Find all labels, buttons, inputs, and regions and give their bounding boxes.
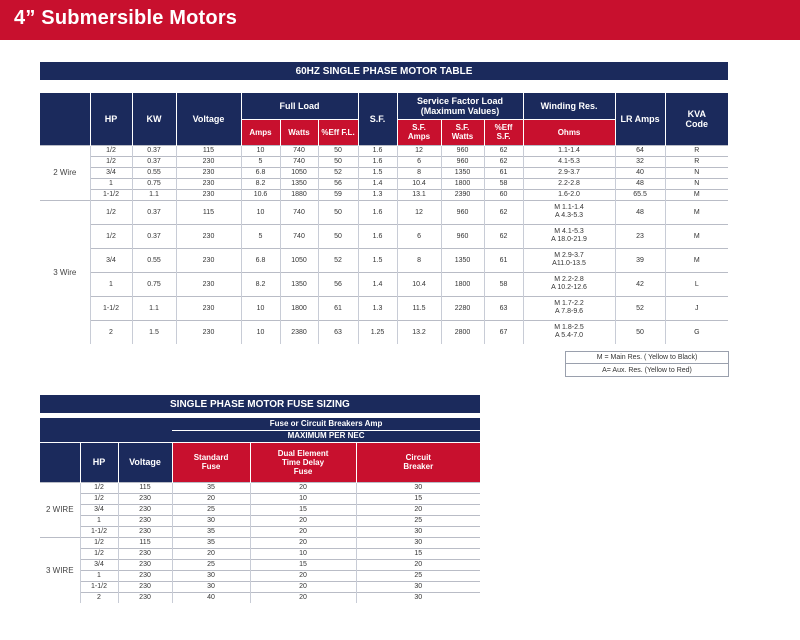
motor-table [40,93,728,344]
cell-kva: M [665,224,728,248]
cell-sf: 1.4 [358,272,397,296]
cell-kva: R [665,145,728,156]
sf-load-line2: (Maximum Values) [420,105,500,116]
cell-hp: 2 [90,320,132,344]
cell-sf-watts: 2800 [441,320,484,344]
cell-hp: 2 [80,592,118,603]
ohms-main: M 2.2-2.8 [554,276,584,283]
ohms-main: M 1.1-1.4 [554,204,584,211]
cell-sf-amps: 12 [397,200,441,224]
cell-lr-amps: 50 [615,320,665,344]
fuse-header-fuse-or-cb: Fuse or Circuit Breakers Amp [172,418,480,430]
cell-standard: 25 [172,504,250,515]
col-full-load: Full Load [241,93,358,119]
cell-amps: 8.2 [241,178,280,189]
cell-breaker: 25 [356,570,480,581]
cell-sf: 1.5 [358,248,397,272]
cell-standard: 20 [172,493,250,504]
cell-eff: 56 [318,178,358,189]
ohms-main: M 2.9-3.7 [554,252,584,259]
cell-watts: 740 [280,145,318,156]
dual-line2: Time Delay [281,457,325,467]
cell-ohms: 2.9-3.7 [523,167,615,178]
col-sf-amps [397,119,441,145]
cell-kva: J [665,296,728,320]
cell-sf-watts: 1800 [441,178,484,189]
cell-dual: 20 [250,482,356,493]
page-title: 4” Submersible Motors [14,7,238,29]
cell-sf: 1.3 [358,189,397,200]
cell-voltage: 230 [176,320,241,344]
cell-kw: 0.37 [132,224,176,248]
table-row [40,248,728,272]
cell-eff: 52 [318,167,358,178]
dual-line3: Fuse [293,466,313,476]
cell-dual: 20 [250,581,356,592]
cell-watts: 1050 [280,248,318,272]
table-row [40,189,728,200]
cell-sf-watts: 1800 [441,272,484,296]
cell-sf: 1.6 [358,224,397,248]
cell-voltage: 230 [118,515,172,526]
cell-amps: 5 [241,156,280,167]
cell-eff: 56 [318,272,358,296]
cb-line1: Circuit [405,453,431,462]
cell-hp: 1-1/2 [80,526,118,537]
cell-hp: 1-1/2 [90,296,132,320]
page-header [0,0,800,40]
cell-ohms: 1.1-1.4 [523,145,615,156]
cell-eff: 50 [318,145,358,156]
cell-eff: 50 [318,156,358,167]
col-sf-load [397,93,523,119]
motor-table-title: 60HZ SINGLE PHASE MOTOR TABLE [40,62,728,80]
ohms-aux: A11.0-13.5 [552,260,586,267]
cell-kw: 0.75 [132,272,176,296]
cell-amps: 6.8 [241,167,280,178]
cell-hp: 1 [80,515,118,526]
col-winding: Winding Res. [523,93,615,119]
cell-sf-amps: 12 [397,145,441,156]
cell-standard: 30 [172,570,250,581]
table-row [40,559,480,570]
col-amps: Amps [241,119,280,145]
corner-cell [40,93,90,145]
cell-watts: 740 [280,156,318,167]
cell-hp: 3/4 [90,167,132,178]
cell-sf-watts: 960 [441,145,484,156]
cb-line2: Breaker [403,462,434,471]
ohms-aux: A 4.3-5.3 [555,212,584,219]
cell-voltage: 230 [176,178,241,189]
cell-ohms: 4.1-5.3 [523,156,615,167]
cell-sf-eff: 63 [484,296,523,320]
ohms-main: M 4.1-5.3 [554,228,584,235]
cell-kva: N [665,167,728,178]
cell-hp: 3/4 [80,504,118,515]
cell-voltage: 230 [176,224,241,248]
cell-watts: 1350 [280,272,318,296]
cell-standard: 30 [172,515,250,526]
cell-lr-amps: 65.5 [615,189,665,200]
cell-kva: N [665,178,728,189]
cell-sf-watts: 960 [441,224,484,248]
col-kva [665,93,728,145]
col-hp: HP [90,93,132,145]
cell-kw: 0.37 [132,145,176,156]
table-row [40,145,728,156]
cell-hp: 1 [80,570,118,581]
cell-standard: 30 [172,581,250,592]
cell-voltage: 230 [118,570,172,581]
note-main-res: M = Main Res. ( Yellow to Black) [565,351,729,364]
cell-voltage: 230 [118,559,172,570]
cell-ohms [523,248,615,272]
cell-kva: M [665,200,728,224]
cell-hp: 1 [90,178,132,189]
cell-sf: 1.6 [358,156,397,167]
cell-hp: 1/2 [80,482,118,493]
cell-hp: 1/2 [90,200,132,224]
cell-hp: 1-1/2 [80,581,118,592]
cell-voltage: 230 [176,248,241,272]
table-row [40,493,480,504]
cell-watts: 1880 [280,189,318,200]
col-lr-amps: LR Amps [615,93,665,145]
fuse-header-max-nec: MAXIMUM PER NEC [172,430,480,442]
cell-sf: 1.6 [358,145,397,156]
cell-kw: 1.1 [132,189,176,200]
cell-watts: 2380 [280,320,318,344]
col-watts: Watts [280,119,318,145]
cell-sf-eff: 60 [484,189,523,200]
cell-ohms [523,320,615,344]
ohms-aux: A 18.0-21.9 [551,236,587,243]
col-sf-watts [441,119,484,145]
cell-sf-amps: 8 [397,167,441,178]
table-row [40,504,480,515]
cell-breaker: 15 [356,493,480,504]
cell-hp: 1/2 [90,156,132,167]
table-row [40,272,728,296]
col-sf-eff [484,119,523,145]
cell-sf-eff: 62 [484,145,523,156]
cell-eff: 52 [318,248,358,272]
table-row [40,320,728,344]
sf-watts-line2: Watts [451,132,474,141]
cell-amps: 10 [241,320,280,344]
cell-hp: 1/2 [90,145,132,156]
cell-standard: 35 [172,537,250,548]
cell-eff: 63 [318,320,358,344]
fuse-col-breaker [356,442,480,482]
sf-eff-line2: S.F. [496,132,511,141]
cell-dual: 20 [250,515,356,526]
cell-lr-amps: 42 [615,272,665,296]
cell-sf-eff: 67 [484,320,523,344]
cell-sf-eff: 61 [484,248,523,272]
cell-kva: G [665,320,728,344]
sf-load-line1: Service Factor Load [417,95,504,106]
fuse-col-standard [172,442,250,482]
cell-dual: 10 [250,493,356,504]
cell-sf-amps: 6 [397,224,441,248]
cell-kw: 0.55 [132,248,176,272]
table-row [40,570,480,581]
cell-kva: M [665,189,728,200]
cell-ohms [523,224,615,248]
col-kw: KW [132,93,176,145]
cell-sf-amps: 13.2 [397,320,441,344]
sf-amps-line1: S.F. [412,123,426,132]
fuse-table-body [40,482,480,603]
cell-dual: 20 [250,592,356,603]
cell-standard: 35 [172,526,250,537]
cell-amps: 10.6 [241,189,280,200]
cell-voltage: 115 [176,145,241,156]
ohms-aux: A 5.4-7.0 [555,332,584,340]
col-sf: S.F. [358,93,397,145]
table-row [40,200,728,224]
cell-eff: 50 [318,224,358,248]
cell-eff: 50 [318,200,358,224]
fuse-col-dual [250,442,356,482]
cell-ohms: 1.6-2.0 [523,189,615,200]
cell-dual: 20 [250,526,356,537]
cell-lr-amps: 32 [615,156,665,167]
table-row [40,156,728,167]
cell-breaker: 30 [356,581,480,592]
cell-breaker: 30 [356,526,480,537]
cell-sf-watts: 960 [441,200,484,224]
cell-voltage: 230 [176,167,241,178]
cell-voltage: 115 [118,537,172,548]
sf-amps-line2: Amps [407,132,431,141]
cell-standard: 40 [172,592,250,603]
cell-voltage: 230 [118,504,172,515]
cell-kw: 0.75 [132,178,176,189]
cell-kw: 0.37 [132,200,176,224]
cell-watts: 740 [280,224,318,248]
table-row [40,592,480,603]
cell-hp: 1/2 [80,548,118,559]
cell-standard: 20 [172,548,250,559]
cell-ohms [523,272,615,296]
cell-sf-amps: 10.4 [397,272,441,296]
cell-kva: R [665,156,728,167]
note-aux-res: A= Aux. Res. (Yellow to Red) [565,364,729,377]
cell-voltage: 230 [176,296,241,320]
cell-breaker: 30 [356,592,480,603]
cell-standard: 35 [172,482,250,493]
cell-amps: 8.2 [241,272,280,296]
cell-sf-watts: 2390 [441,189,484,200]
cell-kw: 1.5 [132,320,176,344]
cell-hp: 3/4 [80,559,118,570]
fuse-table [40,418,480,603]
cell-sf-eff: 62 [484,156,523,167]
cell-sf-amps: 6 [397,156,441,167]
cell-lr-amps: 48 [615,178,665,189]
kva-line1: KVA [687,108,706,119]
cell-voltage: 230 [176,189,241,200]
cell-sf-amps: 11.5 [397,296,441,320]
cell-standard: 25 [172,559,250,570]
cell-ohms [523,296,615,320]
std-line1: Standard [193,453,229,462]
group-label-3-wire: 3 Wire [40,200,90,344]
cell-sf: 1.25 [358,320,397,344]
sf-eff-line1: %Eff [494,123,513,132]
cell-breaker: 20 [356,559,480,570]
cell-sf-eff: 58 [484,272,523,296]
cell-ohms [523,200,615,224]
cell-sf: 1.3 [358,296,397,320]
table-row [40,526,480,537]
table-row [40,537,480,548]
cell-watts: 1800 [280,296,318,320]
cell-kw: 0.37 [132,156,176,167]
cell-ohms: 2.2-2.8 [523,178,615,189]
cell-watts: 1350 [280,178,318,189]
cell-voltage: 230 [118,526,172,537]
group-label-2-wire: 2 Wire [40,145,90,200]
ohms-aux: A 10.2-12.6 [551,284,587,291]
fuse-col-voltage: Voltage [118,442,172,482]
cell-lr-amps: 40 [615,167,665,178]
table-row [40,178,728,189]
table-row [40,167,728,178]
cell-hp: 1 [90,272,132,296]
cell-watts: 1050 [280,167,318,178]
cell-sf: 1.5 [358,167,397,178]
cell-lr-amps: 52 [615,296,665,320]
motor-table-body [40,145,728,344]
table-row [40,224,728,248]
std-line2: Fuse [201,462,221,471]
cell-kva: M [665,248,728,272]
cell-kva: L [665,272,728,296]
table-row [40,482,480,493]
cell-voltage: 230 [118,592,172,603]
table-row [40,515,480,526]
cell-lr-amps: 23 [615,224,665,248]
cell-sf-amps: 10.4 [397,178,441,189]
fuse-group-3-wire: 3 WIRE [40,537,80,603]
cell-amps: 10 [241,145,280,156]
cell-breaker: 30 [356,482,480,493]
cell-kw: 1.1 [132,296,176,320]
cell-hp: 1/2 [80,537,118,548]
cell-breaker: 20 [356,504,480,515]
cell-voltage: 115 [176,200,241,224]
cell-lr-amps: 48 [615,200,665,224]
cell-lr-amps: 64 [615,145,665,156]
fuse-corner-2 [40,442,80,482]
cell-sf-eff: 62 [484,200,523,224]
cell-sf-watts: 1350 [441,167,484,178]
cell-amps: 6.8 [241,248,280,272]
cell-voltage: 115 [118,482,172,493]
cell-hp: 3/4 [90,248,132,272]
cell-kw: 0.55 [132,167,176,178]
col-ohms: Ohms [523,119,615,145]
cell-voltage: 230 [176,156,241,167]
fuse-corner [40,418,172,442]
cell-hp: 1/2 [80,493,118,504]
cell-voltage: 230 [176,272,241,296]
ohms-main: M 1.8-2.5 [554,324,584,332]
cell-eff: 61 [318,296,358,320]
cell-breaker: 25 [356,515,480,526]
cell-sf-watts: 1350 [441,248,484,272]
cell-watts: 740 [280,200,318,224]
cell-dual: 20 [250,570,356,581]
cell-hp: 1-1/2 [90,189,132,200]
cell-sf: 1.6 [358,200,397,224]
cell-dual: 20 [250,537,356,548]
cell-sf-eff: 61 [484,167,523,178]
kva-line2: Code [685,118,709,129]
cell-dual: 15 [250,504,356,515]
cell-sf-amps: 8 [397,248,441,272]
cell-hp: 1/2 [90,224,132,248]
dual-line1: Dual Element [277,448,329,458]
cell-lr-amps: 39 [615,248,665,272]
fuse-table-title: SINGLE PHASE MOTOR FUSE SIZING [40,395,480,413]
cell-breaker: 15 [356,548,480,559]
cell-sf: 1.4 [358,178,397,189]
cell-breaker: 30 [356,537,480,548]
table-row [40,548,480,559]
cell-sf-watts: 960 [441,156,484,167]
cell-eff: 59 [318,189,358,200]
fuse-group-2-wire: 2 WIRE [40,482,80,537]
cell-sf-eff: 58 [484,178,523,189]
cell-dual: 15 [250,559,356,570]
ohms-aux: A 7.8-9.6 [555,308,584,315]
cell-voltage: 230 [118,493,172,504]
cell-voltage: 230 [118,548,172,559]
cell-sf-watts: 2280 [441,296,484,320]
cell-dual: 10 [250,548,356,559]
table-row [40,296,728,320]
ohms-main: M 1.7-2.2 [554,300,584,307]
cell-sf-eff: 62 [484,224,523,248]
fuse-col-hp: HP [80,442,118,482]
cell-amps: 10 [241,296,280,320]
col-voltage: Voltage [176,93,241,145]
table-row [40,581,480,592]
cell-amps: 5 [241,224,280,248]
cell-sf-amps: 13.1 [397,189,441,200]
col-eff: %Eff F.L. [318,119,358,145]
cell-amps: 10 [241,200,280,224]
sf-watts-line1: S.F. [455,123,470,132]
cell-voltage: 230 [118,581,172,592]
